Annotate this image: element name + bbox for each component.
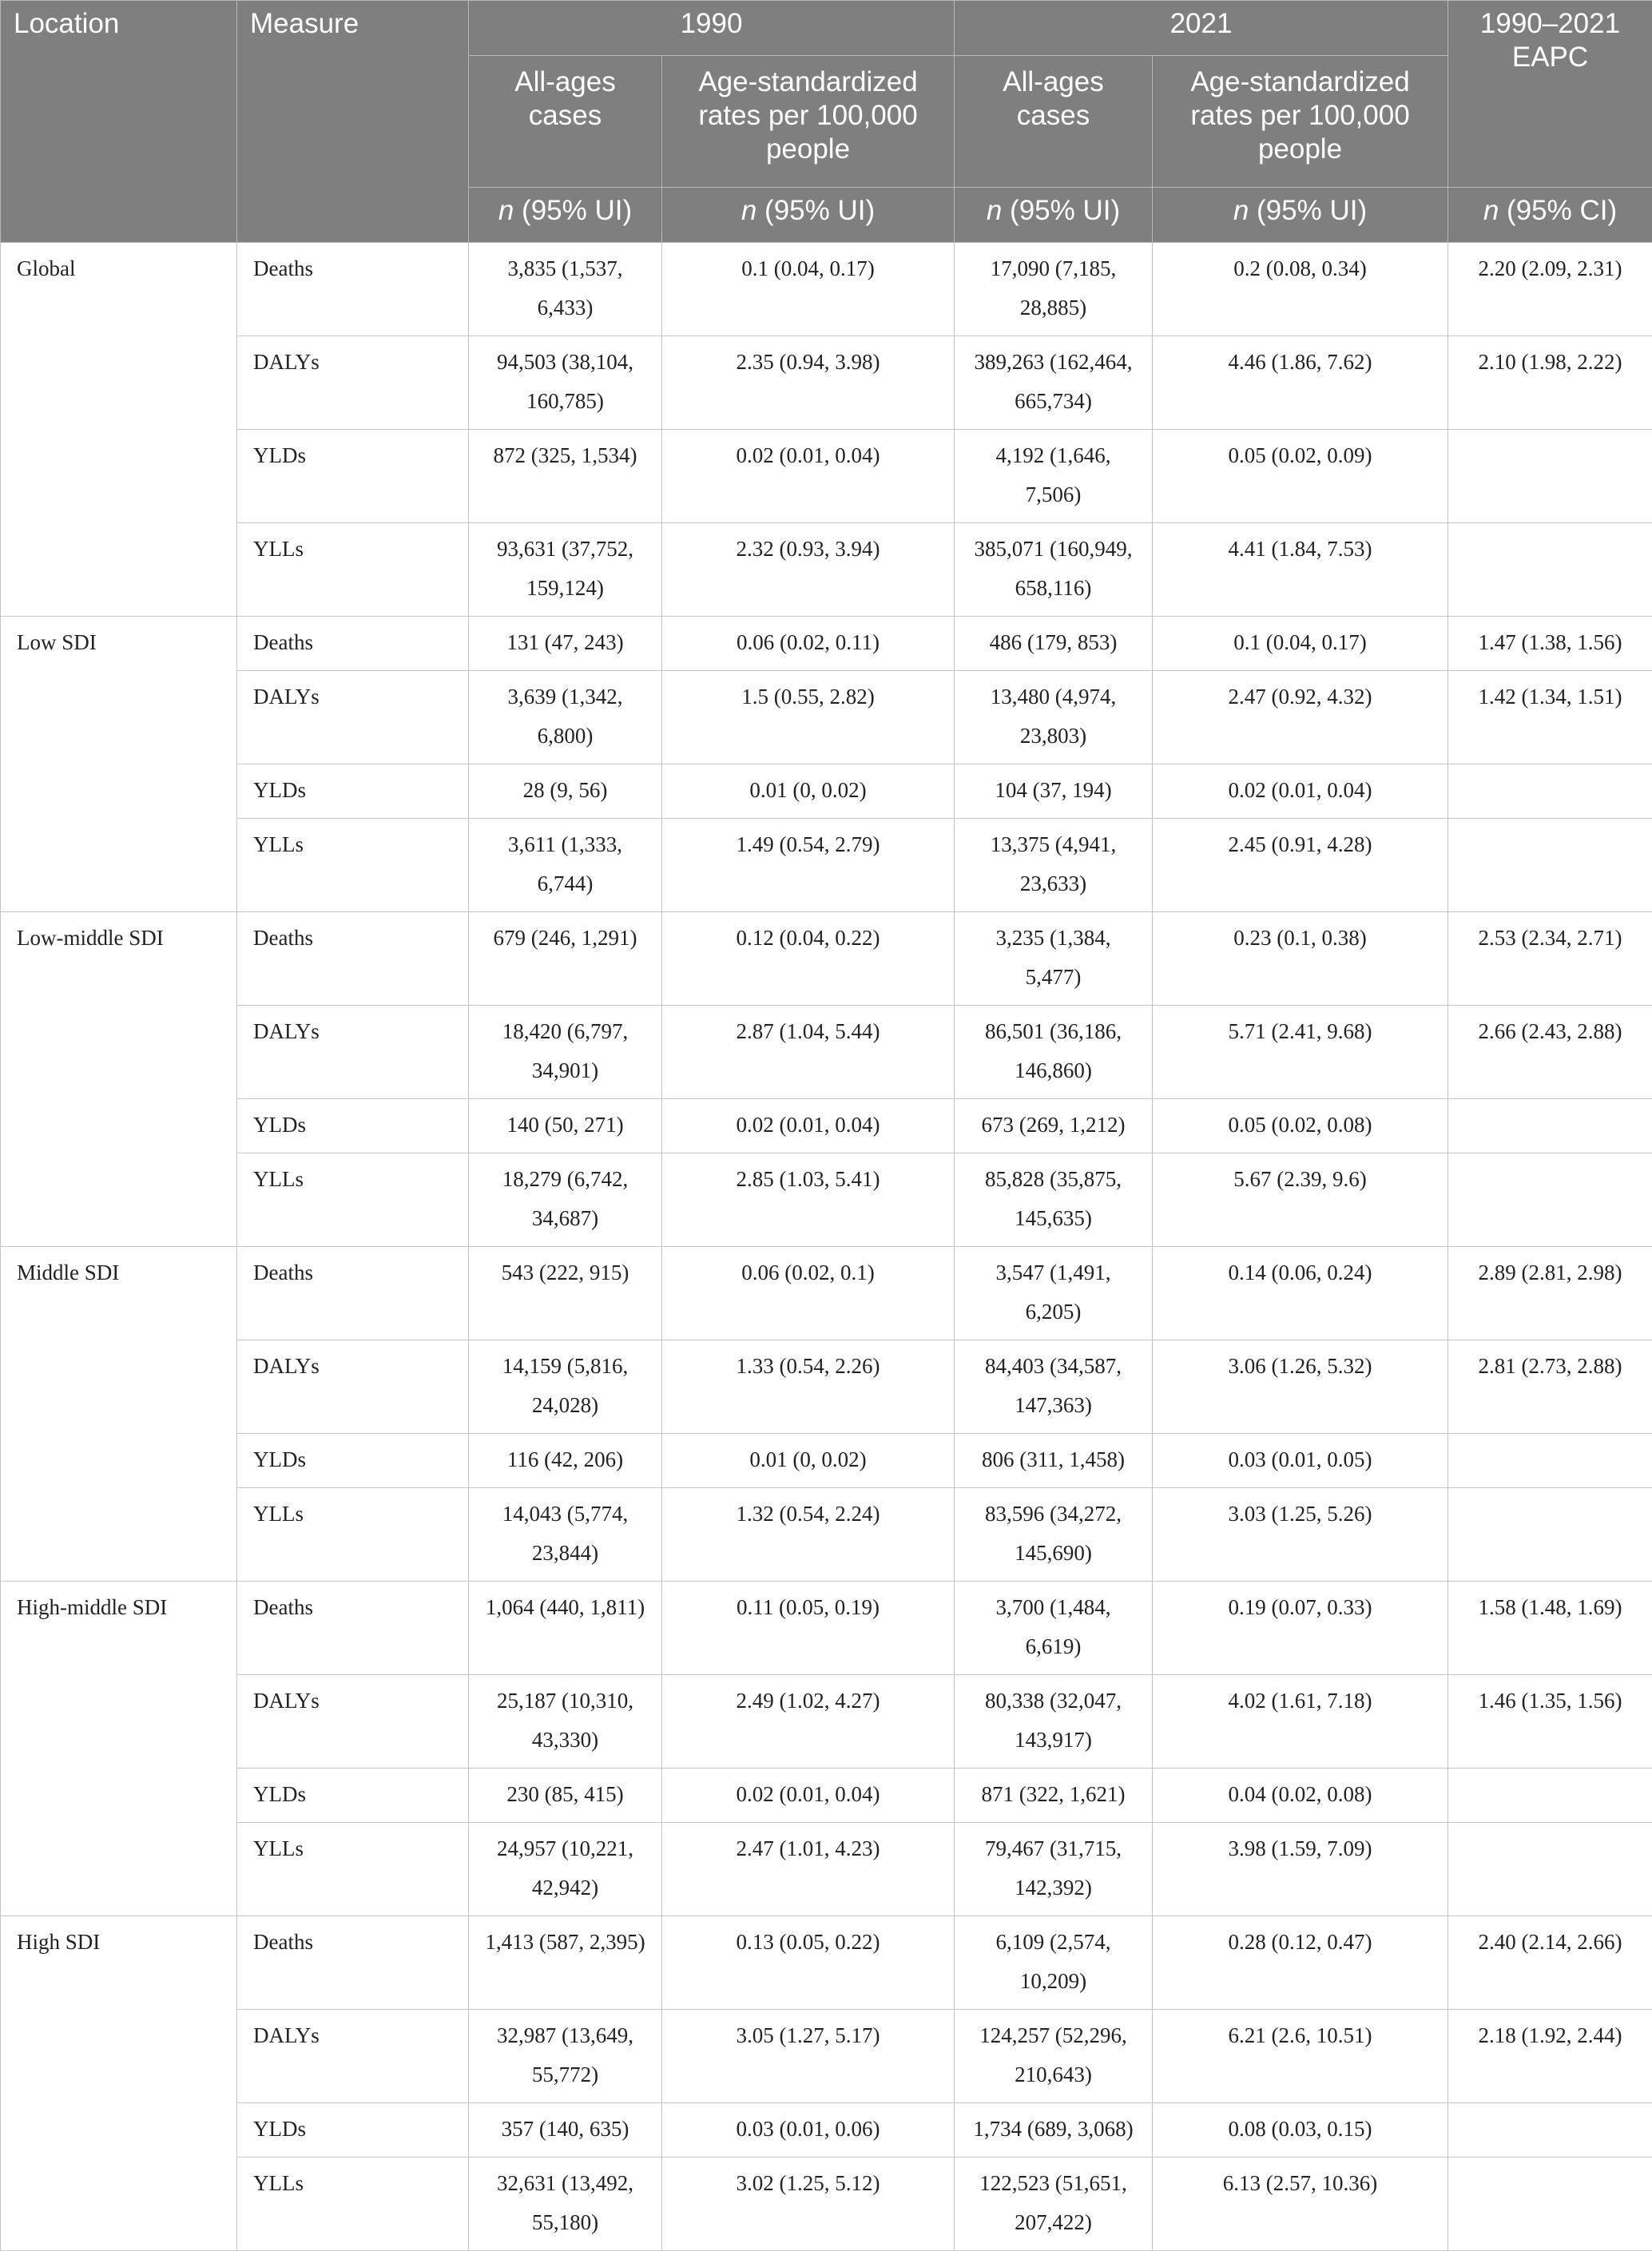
header-unit-c2021 (955, 188, 1153, 243)
eapc-cell: 1.42 (1.34, 1.51) (1448, 671, 1652, 764)
rate-2021-cell: 0.08 (0.03, 0.15) (1153, 2103, 1448, 2158)
measure-cell: YLLs (237, 1488, 469, 1582)
cases-1990-cell: 28 (9, 56) (469, 764, 662, 819)
eapc-cell (1448, 764, 1652, 819)
n-label: n (741, 195, 757, 226)
header-all-ages-1990: All-ages cases (469, 56, 662, 188)
cases-1990-cell: 24,957 (10,221, 42,942) (469, 1823, 662, 1916)
table-row (1, 1006, 1652, 1099)
location-cell: Low SDI (1, 617, 237, 912)
eapc-cell: 2.66 (2.43, 2.88) (1448, 1006, 1652, 1099)
table-row (1, 764, 1652, 819)
rate-1990-cell: 2.85 (1.03, 5.41) (662, 1153, 955, 1247)
rate-1990-cell: 0.02 (0.01, 0.04) (662, 1769, 955, 1823)
measure-cell: YLDs (237, 430, 469, 523)
cases-1990-cell: 3,611 (1,333, 6,744) (469, 819, 662, 912)
cases-1990-cell: 140 (50, 271) (469, 1099, 662, 1153)
rate-2021-cell: 0.02 (0.01, 0.04) (1153, 764, 1448, 819)
cases-2021-cell: 17,090 (7,185, 28,885) (955, 243, 1153, 336)
table-row (1, 1582, 1652, 1675)
measure-cell: DALYs (237, 671, 469, 764)
cases-2021-cell: 122,523 (51,651, 207,422) (955, 2158, 1153, 2251)
rate-2021-cell: 5.67 (2.39, 9.6) (1153, 1153, 1448, 1247)
eapc-cell (1448, 523, 1652, 617)
measure-cell: YLLs (237, 1823, 469, 1916)
eapc-cell (1448, 1434, 1652, 1488)
cases-2021-cell: 104 (37, 194) (955, 764, 1153, 819)
cases-2021-cell: 13,480 (4,974, 23,803) (955, 671, 1153, 764)
measure-cell: YLDs (237, 1769, 469, 1823)
measure-cell: YLDs (237, 1434, 469, 1488)
eapc-cell: 2.20 (2.09, 2.31) (1448, 243, 1652, 336)
header-unit-c1990 (469, 188, 662, 243)
cases-1990-cell: 14,159 (5,816, 24,028) (469, 1340, 662, 1434)
eapc-cell (1448, 2158, 1652, 2251)
measure-cell: Deaths (237, 912, 469, 1006)
cases-1990-cell: 14,043 (5,774, 23,844) (469, 1488, 662, 1582)
table-row (1, 2158, 1652, 2251)
location-cell: Global (1, 243, 237, 617)
rate-1990-cell: 2.49 (1.02, 4.27) (662, 1675, 955, 1769)
rate-2021-cell: 0.05 (0.02, 0.08) (1153, 1099, 1448, 1153)
eapc-cell (1448, 1488, 1652, 1582)
rate-1990-cell: 0.01 (0, 0.02) (662, 1434, 955, 1488)
cases-2021-cell: 4,192 (1,646, 7,506) (955, 430, 1153, 523)
cases-2021-cell: 79,467 (31,715, 142,392) (955, 1823, 1153, 1916)
table-row (1, 912, 1652, 1006)
header-location: Location (1, 1, 237, 243)
rate-2021-cell: 4.41 (1.84, 7.53) (1153, 523, 1448, 617)
eapc-cell (1448, 1153, 1652, 1247)
header-all-ages-2021: All-ages cases (955, 56, 1153, 188)
table-row (1, 243, 1652, 336)
header-asr-1990: Age-standardized rates per 100,000 people (662, 56, 955, 188)
cases-1990-cell: 18,279 (6,742, 34,687) (469, 1153, 662, 1247)
n-label: n (1233, 195, 1249, 226)
cases-2021-cell: 3,700 (1,484, 6,619) (955, 1582, 1153, 1675)
rate-2021-cell: 3.06 (1.26, 5.32) (1153, 1340, 1448, 1434)
rate-1990-cell: 2.47 (1.01, 4.23) (662, 1823, 955, 1916)
header-year-1990: 1990 (469, 1, 955, 56)
table-row (1, 1434, 1652, 1488)
cases-1990-cell: 872 (325, 1,534) (469, 430, 662, 523)
cases-2021-cell: 85,828 (35,875, 145,635) (955, 1153, 1153, 1247)
table-row (1, 1099, 1652, 1153)
table-header (1, 1, 1652, 243)
eapc-cell: 2.89 (2.81, 2.98) (1448, 1247, 1652, 1340)
ui-label: (95% UI) (1002, 195, 1120, 226)
cases-2021-cell: 806 (311, 1,458) (955, 1434, 1153, 1488)
header-eapc-line2: EAPC (1512, 42, 1588, 73)
rate-2021-cell: 0.28 (0.12, 0.47) (1153, 1916, 1448, 2010)
cases-2021-cell: 385,071 (160,949, 658,116) (955, 523, 1153, 617)
cases-2021-cell: 86,501 (36,186, 146,860) (955, 1006, 1153, 1099)
rate-1990-cell: 0.13 (0.05, 0.22) (662, 1916, 955, 2010)
rate-2021-cell: 2.45 (0.91, 4.28) (1153, 819, 1448, 912)
eapc-cell: 2.81 (2.73, 2.88) (1448, 1340, 1652, 1434)
cases-1990-cell: 32,987 (13,649, 55,772) (469, 2010, 662, 2103)
rate-1990-cell: 1.49 (0.54, 2.79) (662, 819, 955, 912)
eapc-cell (1448, 2103, 1652, 2158)
measure-cell: DALYs (237, 1340, 469, 1434)
table-row (1, 430, 1652, 523)
table-row (1, 1340, 1652, 1434)
cases-1990-cell: 3,639 (1,342, 6,800) (469, 671, 662, 764)
rate-1990-cell: 0.02 (0.01, 0.04) (662, 430, 955, 523)
rate-1990-cell: 3.05 (1.27, 5.17) (662, 2010, 955, 2103)
table-row (1, 1916, 1652, 2010)
rate-2021-cell: 0.1 (0.04, 0.17) (1153, 617, 1448, 671)
cases-1990-cell: 93,631 (37,752, 159,124) (469, 523, 662, 617)
header-asr-2021: Age-standardized rates per 100,000 people (1153, 56, 1448, 188)
measure-cell: YLLs (237, 2158, 469, 2251)
measure-cell: Deaths (237, 1916, 469, 2010)
header-year-2021: 2021 (955, 1, 1448, 56)
rate-1990-cell: 0.11 (0.05, 0.19) (662, 1582, 955, 1675)
rate-1990-cell: 1.32 (0.54, 2.24) (662, 1488, 955, 1582)
cases-2021-cell: 83,596 (34,272, 145,690) (955, 1488, 1153, 1582)
header-measure: Measure (237, 1, 469, 243)
header-unit-r1990 (662, 188, 955, 243)
location-cell: High-middle SDI (1, 1582, 237, 1916)
rate-1990-cell: 1.33 (0.54, 2.26) (662, 1340, 955, 1434)
measure-cell: YLLs (237, 819, 469, 912)
measure-cell: YLDs (237, 2103, 469, 2158)
eapc-cell (1448, 1099, 1652, 1153)
rate-1990-cell: 1.5 (0.55, 2.82) (662, 671, 955, 764)
cases-1990-cell: 1,064 (440, 1,811) (469, 1582, 662, 1675)
rate-1990-cell: 2.87 (1.04, 5.44) (662, 1006, 955, 1099)
eapc-cell: 1.47 (1.38, 1.56) (1448, 617, 1652, 671)
rate-2021-cell: 0.03 (0.01, 0.05) (1153, 1434, 1448, 1488)
eapc-cell: 2.40 (2.14, 2.66) (1448, 1916, 1652, 2010)
rate-1990-cell: 0.02 (0.01, 0.04) (662, 1099, 955, 1153)
table-row (1, 336, 1652, 430)
cases-2021-cell: 13,375 (4,941, 23,633) (955, 819, 1153, 912)
rate-2021-cell: 6.21 (2.6, 10.51) (1153, 2010, 1448, 2103)
measure-cell: Deaths (237, 617, 469, 671)
n-label: n (987, 195, 1002, 226)
cases-1990-cell: 679 (246, 1,291) (469, 912, 662, 1006)
rate-2021-cell: 5.71 (2.41, 9.68) (1153, 1006, 1448, 1099)
rate-2021-cell: 4.02 (1.61, 7.18) (1153, 1675, 1448, 1769)
rate-1990-cell: 0.12 (0.04, 0.22) (662, 912, 955, 1006)
rate-2021-cell: 0.19 (0.07, 0.33) (1153, 1582, 1448, 1675)
rate-2021-cell: 4.46 (1.86, 7.62) (1153, 336, 1448, 430)
measure-cell: Deaths (237, 1247, 469, 1340)
rate-2021-cell: 3.98 (1.59, 7.09) (1153, 1823, 1448, 1916)
rate-1990-cell: 0.1 (0.04, 0.17) (662, 243, 955, 336)
cases-2021-cell: 3,547 (1,491, 6,205) (955, 1247, 1153, 1340)
table-row (1, 1675, 1652, 1769)
table-row (1, 1153, 1652, 1247)
location-cell: Low-middle SDI (1, 912, 237, 1247)
cases-1990-cell: 230 (85, 415) (469, 1769, 662, 1823)
rate-2021-cell: 0.14 (0.06, 0.24) (1153, 1247, 1448, 1340)
table-row (1, 2103, 1652, 2158)
header-eapc-line1: 1990–2021 (1480, 8, 1620, 39)
cases-2021-cell: 124,257 (52,296, 210,643) (955, 2010, 1153, 2103)
cases-2021-cell: 80,338 (32,047, 143,917) (955, 1675, 1153, 1769)
cases-2021-cell: 673 (269, 1,212) (955, 1099, 1153, 1153)
measure-cell: DALYs (237, 1675, 469, 1769)
header-eapc (1448, 1, 1652, 188)
table-row (1, 617, 1652, 671)
cases-1990-cell: 32,631 (13,492, 55,180) (469, 2158, 662, 2251)
table-row (1, 671, 1652, 764)
table-row (1, 1823, 1652, 1916)
rate-2021-cell: 2.47 (0.92, 4.32) (1153, 671, 1448, 764)
table-row (1, 1488, 1652, 1582)
eapc-cell: 2.10 (1.98, 2.22) (1448, 336, 1652, 430)
rate-2021-cell: 0.04 (0.02, 0.08) (1153, 1769, 1448, 1823)
cases-2021-cell: 6,109 (2,574, 10,209) (955, 1916, 1153, 2010)
eapc-cell (1448, 1769, 1652, 1823)
rate-1990-cell: 0.03 (0.01, 0.06) (662, 2103, 955, 2158)
n-label: n (498, 195, 514, 226)
measure-cell: YLLs (237, 1153, 469, 1247)
cases-1990-cell: 94,503 (38,104, 160,785) (469, 336, 662, 430)
cases-2021-cell: 3,235 (1,384, 5,477) (955, 912, 1153, 1006)
rate-1990-cell: 2.35 (0.94, 3.98) (662, 336, 955, 430)
measure-cell: DALYs (237, 336, 469, 430)
rate-2021-cell: 0.2 (0.08, 0.34) (1153, 243, 1448, 336)
cases-2021-cell: 84,403 (34,587, 147,363) (955, 1340, 1153, 1434)
measure-cell: YLDs (237, 764, 469, 819)
rate-1990-cell: 0.06 (0.02, 0.11) (662, 617, 955, 671)
cases-2021-cell: 871 (322, 1,621) (955, 1769, 1153, 1823)
cases-1990-cell: 131 (47, 243) (469, 617, 662, 671)
table-row (1, 819, 1652, 912)
table-row (1, 1769, 1652, 1823)
measure-cell: Deaths (237, 1582, 469, 1675)
location-cell: High SDI (1, 1916, 237, 2251)
cases-1990-cell: 25,187 (10,310, 43,330) (469, 1675, 662, 1769)
rate-2021-cell: 3.03 (1.25, 5.26) (1153, 1488, 1448, 1582)
rate-1990-cell: 0.01 (0, 0.02) (662, 764, 955, 819)
cases-1990-cell: 1,413 (587, 2,395) (469, 1916, 662, 2010)
measure-cell: YLDs (237, 1099, 469, 1153)
table-row (1, 1247, 1652, 1340)
eapc-cell: 1.58 (1.48, 1.69) (1448, 1582, 1652, 1675)
rate-2021-cell: 0.23 (0.1, 0.38) (1153, 912, 1448, 1006)
measure-cell: YLLs (237, 523, 469, 617)
cases-1990-cell: 3,835 (1,537, 6,433) (469, 243, 662, 336)
measure-cell: DALYs (237, 1006, 469, 1099)
cases-2021-cell: 486 (179, 853) (955, 617, 1153, 671)
cases-1990-cell: 543 (222, 915) (469, 1247, 662, 1340)
measure-cell: Deaths (237, 243, 469, 336)
rate-2021-cell: 6.13 (2.57, 10.36) (1153, 2158, 1448, 2251)
eapc-cell: 2.18 (1.92, 2.44) (1448, 2010, 1652, 2103)
eapc-cell: 2.53 (2.34, 2.71) (1448, 912, 1652, 1006)
cases-2021-cell: 1,734 (689, 3,068) (955, 2103, 1153, 2158)
cases-1990-cell: 357 (140, 635) (469, 2103, 662, 2158)
cases-1990-cell: 18,420 (6,797, 34,901) (469, 1006, 662, 1099)
eapc-cell (1448, 819, 1652, 912)
n-label: n (1483, 195, 1499, 226)
eapc-cell (1448, 1823, 1652, 1916)
eapc-cell: 1.46 (1.35, 1.56) (1448, 1675, 1652, 1769)
location-cell: Middle SDI (1, 1247, 237, 1582)
ci-label: (95% CI) (1499, 195, 1617, 226)
table-row (1, 2010, 1652, 2103)
table-body (1, 243, 1652, 2251)
eapc-cell (1448, 430, 1652, 523)
ui-label: (95% UI) (514, 195, 632, 226)
ui-label: (95% UI) (757, 195, 875, 226)
cases-1990-cell: 116 (42, 206) (469, 1434, 662, 1488)
table-row (1, 523, 1652, 617)
rate-1990-cell: 3.02 (1.25, 5.12) (662, 2158, 955, 2251)
ui-label: (95% UI) (1249, 195, 1367, 226)
rate-1990-cell: 0.06 (0.02, 0.1) (662, 1247, 955, 1340)
cases-2021-cell: 389,263 (162,464, 665,734) (955, 336, 1153, 430)
rate-2021-cell: 0.05 (0.02, 0.09) (1153, 430, 1448, 523)
measure-cell: DALYs (237, 2010, 469, 2103)
header-unit-eapc (1448, 188, 1652, 243)
rate-1990-cell: 2.32 (0.93, 3.94) (662, 523, 955, 617)
header-unit-r2021 (1153, 188, 1448, 243)
